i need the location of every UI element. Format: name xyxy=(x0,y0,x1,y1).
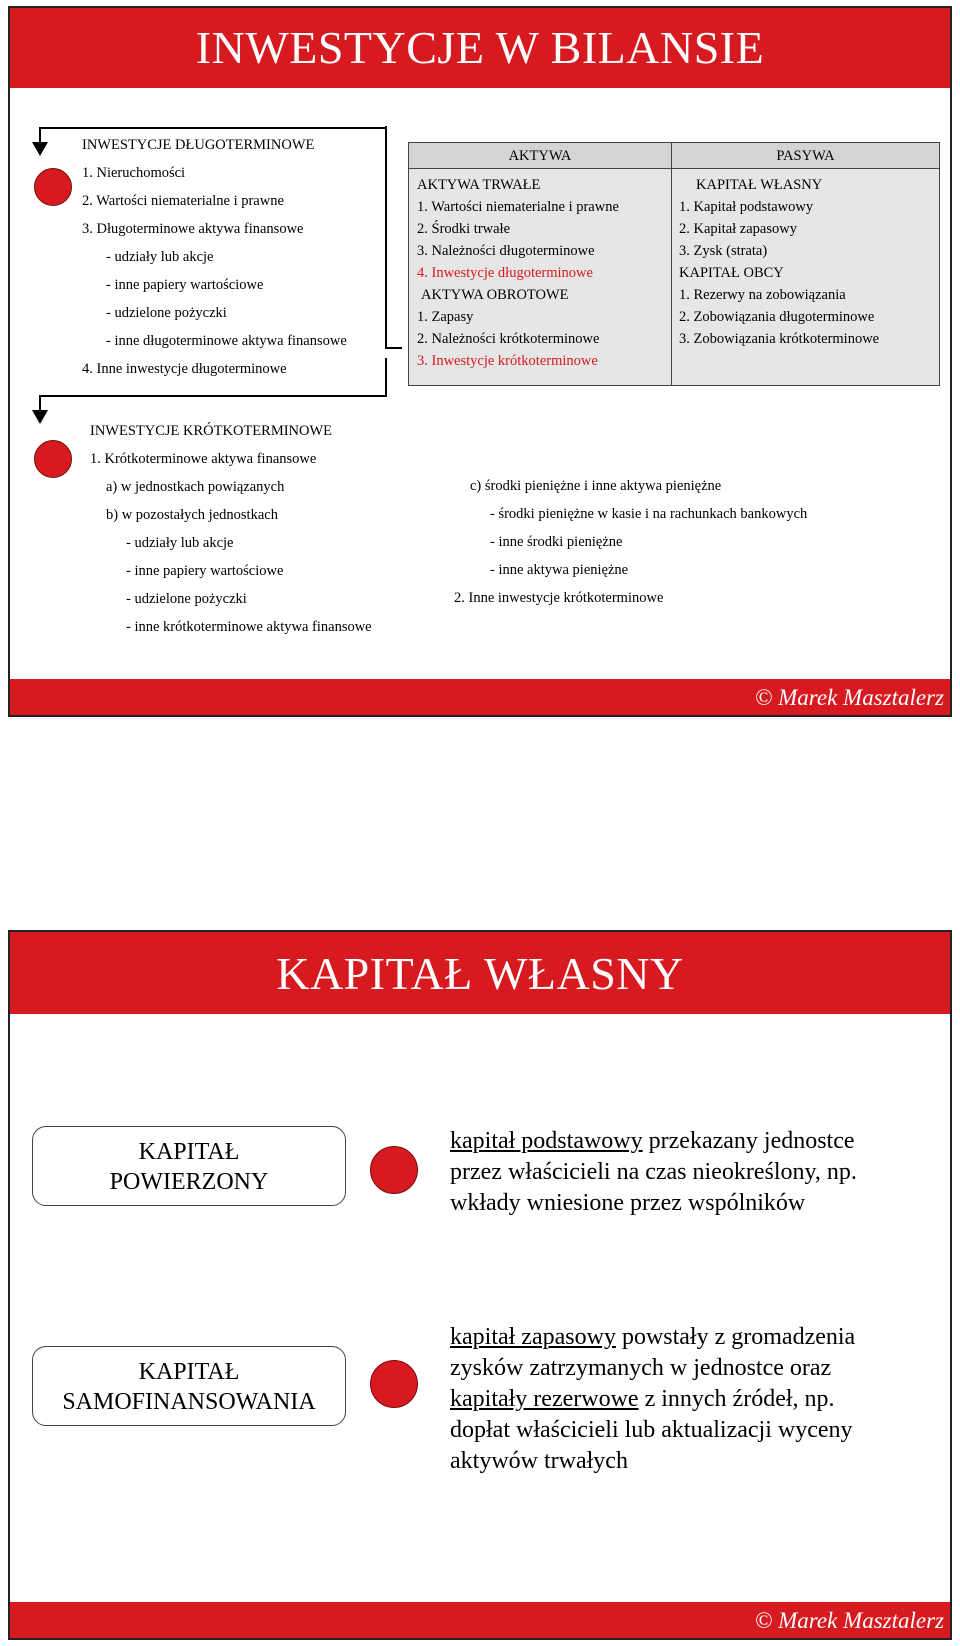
bullet-dot xyxy=(370,1360,418,1408)
term-underlined: kapitał zapasowy xyxy=(450,1324,616,1350)
assets-item: 1. Zapasy xyxy=(417,309,474,325)
assets-item: 2. Należności krótkoterminowe xyxy=(417,331,600,347)
liabilities-item: 2. Kapitał zapasowy xyxy=(679,221,797,237)
desc-text: powstały z gromadzenia xyxy=(615,1324,856,1350)
bullet-dot xyxy=(34,168,72,206)
slide-footer: © Marek Masztalerz xyxy=(10,1602,950,1638)
list-item: 2. Wartości niematerialne i prawne xyxy=(82,193,284,209)
box-label-line: KAPITAŁ xyxy=(138,1359,240,1385)
assets-item-highlighted: 4. Inwestycje długoterminowe xyxy=(417,265,593,281)
assets-item-highlighted: 3. Inwestycje krótkoterminowe xyxy=(417,353,598,369)
liabilities-item: 3. Zysk (strata) xyxy=(679,243,768,259)
list-item: b) w pozostałych jednostkach xyxy=(106,507,278,523)
slide-footer: © Marek Masztalerz xyxy=(10,679,950,715)
desc-line: aktywów trwałych xyxy=(450,1448,628,1474)
list-item: - udziały lub akcje xyxy=(106,249,214,265)
table-divider xyxy=(671,143,672,385)
term-underlined: kapitały rezerwowe xyxy=(450,1386,639,1412)
slide-title: KAPITAŁ WŁASNY xyxy=(10,932,950,1014)
desc-text: z innych źródeł, np. xyxy=(638,1386,835,1412)
list-item: - inne aktywa pieniężne xyxy=(490,562,629,578)
bullet-dot xyxy=(370,1146,418,1194)
list-item: 2. Inne inwestycje krótkoterminowe xyxy=(454,590,664,606)
desc-line: zysków zatrzymanych w jednostce oraz xyxy=(450,1355,832,1381)
list-item: - inne papiery wartościowe xyxy=(106,277,264,293)
desc-line xyxy=(450,1126,855,1157)
liabilities-section-heading: KAPITAŁ OBCY xyxy=(679,265,784,281)
slide-investments xyxy=(8,6,952,717)
balance-sheet-table xyxy=(408,142,940,386)
list-item: 1. Krótkoterminowe aktywa finansowe xyxy=(90,451,317,467)
list-item: 3. Długoterminowe aktywa finansowe xyxy=(82,221,304,237)
slide-title: INWESTYCJE W BILANSIE xyxy=(10,8,950,88)
box-label-line: KAPITAŁ xyxy=(138,1139,240,1165)
assets-item: 3. Należności długoterminowe xyxy=(417,243,595,259)
list-item: - udziały lub akcje xyxy=(126,535,234,551)
box-label-line: POWIERZONY xyxy=(109,1169,269,1195)
assets-item: 2. Środki trwałe xyxy=(417,221,511,237)
desc-text: przekazany jednostce xyxy=(642,1128,855,1154)
list-item: - środki pieniężne w kasie i na rachunkach bankowych xyxy=(490,506,808,522)
list-item: - inne papiery wartościowe xyxy=(126,563,284,579)
box-label-line: SAMOFINANSOWANIA xyxy=(62,1389,316,1415)
box-entrusted-capital xyxy=(32,1126,346,1206)
arrow-down-icon xyxy=(32,410,48,424)
slide-equity xyxy=(8,930,952,1640)
list-item: c) środki pieniężne i inne aktywa pieniężne xyxy=(470,478,722,494)
bullet-dot xyxy=(34,440,72,478)
list-item: 1. Nieruchomości xyxy=(82,165,186,181)
assets-section-heading: AKTYWA TRWAŁE xyxy=(417,177,541,193)
list-item: a) w jednostkach powiązanych xyxy=(106,479,285,495)
assets-item: 1. Wartości niematerialne i prawne xyxy=(417,199,619,215)
list-item: - inne długoterminowe aktywa finansowe xyxy=(106,333,347,349)
list-item: - udzielone pożyczki xyxy=(126,591,247,607)
list-item: 4. Inne inwestycje długoterminowe xyxy=(82,361,287,377)
desc-line xyxy=(450,1322,855,1353)
list-item: - udzielone pożyczki xyxy=(106,305,227,321)
assets-header: AKTYWA xyxy=(409,143,671,169)
arrow-down-icon xyxy=(32,142,48,156)
desc-line xyxy=(450,1384,835,1415)
liabilities-section-heading: KAPITAŁ WŁASNY xyxy=(696,177,823,193)
assets-section-heading: AKTYWA OBROTOWE xyxy=(421,287,569,303)
liabilities-item: 3. Zobowiązania krótkoterminowe xyxy=(679,331,880,347)
liabilities-item: 2. Zobowiązania długoterminowe xyxy=(679,309,875,325)
list-item: - inne środki pieniężne xyxy=(490,534,623,550)
box-self-financing-capital xyxy=(32,1346,346,1426)
short-term-heading: INWESTYCJE KRÓTKOTERMINOWE xyxy=(90,423,333,439)
liabilities-header: PASYWA xyxy=(672,143,939,169)
liabilities-item: 1. Kapitał podstawowy xyxy=(679,199,814,215)
desc-line: dopłat właścicieli lub aktualizacji wyceny xyxy=(450,1417,853,1443)
long-term-heading: INWESTYCJE DŁUGOTERMINOWE xyxy=(82,137,315,153)
liabilities-item: 1. Rezerwy na zobowiązania xyxy=(679,287,846,303)
desc-line: wkłady wniesione przez wspólników xyxy=(450,1190,806,1216)
list-item: - inne krótkoterminowe aktywa finansowe xyxy=(126,619,372,635)
desc-line: przez właścicieli na czas nieokreślony, np. xyxy=(450,1159,857,1185)
term-underlined: kapitał podstawowy xyxy=(450,1128,643,1154)
